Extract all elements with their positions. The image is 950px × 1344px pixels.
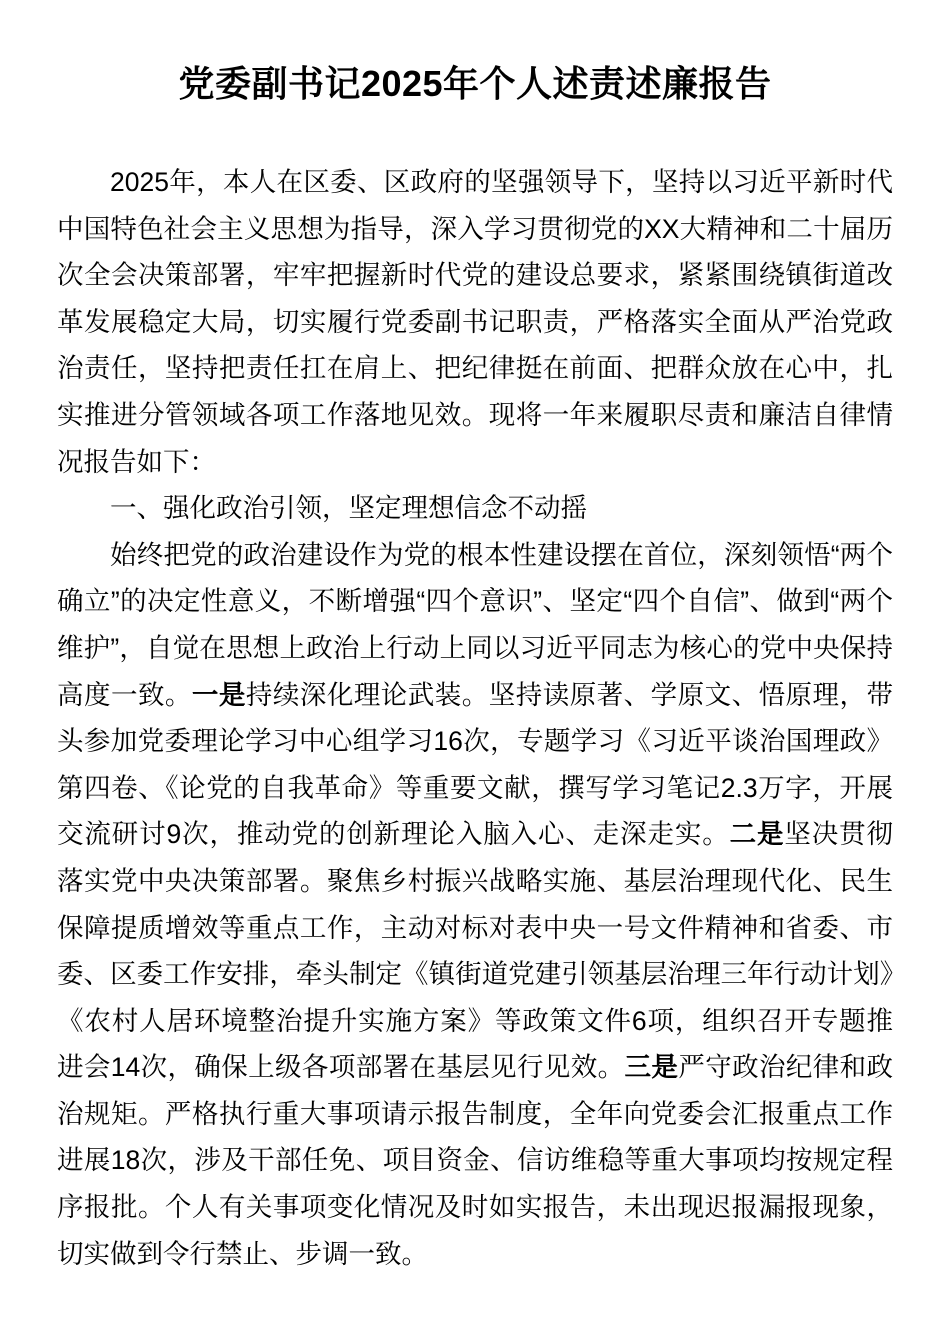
page-title: 党委副书记2025年个人述责述廉报告 [178,63,772,104]
section-heading-1 [57,485,893,532]
section-1-body [57,532,893,1278]
emphasis-run: 一是 [191,679,246,710]
document-body [57,159,893,1277]
text-run: 持续深化理论武装。坚持读原著、学原文、悟原理，带头参加党委理论学习中心组学习16次，专题学习《习近平谈治国理政》第四卷、《论党的自我革命》等重要文献，撰写学习笔记2.3万字，开展交流研讨9次，推动党的创新理论入脑入心、走深走实。 [57,679,894,850]
text-run: 2025年，本人在区委、区政府的坚强领导下，坚持以习近平新时代中国特色社会主义思想为指导，深入学习贯彻党的XX大精神和二十届历次全会决策部署，牢牢把握新时代党的建设总要求，紧紧围绕镇街道改革发展稳定大局，切实履行党委副书记职责，严格落实全面从严治党政治责任，坚持把责任扛在肩上、把纪律挺在前面、把群众放在心中，扎实推进分管领域各项工作落地见效。现将一年来履职尽责和廉洁自律情况报告如下： [57,167,893,477]
emphasis-run: 三是 [624,1052,679,1083]
intro-paragraph [57,159,893,485]
emphasis-run: 二是 [729,819,785,850]
text-run: 一、强化政治引领，坚定理想信念不动摇 [110,493,587,524]
text-run: 始终把党的政治建设作为党的根本性建设摆在首位，深刻领悟“两个确立”的决定性意义，不断增强“四个意识”、坚定“四个自信”、做到“两个维护”，自觉在思想上政治上行动上同以习近平同志为核心的党中央保持高度一致。 [57,539,893,710]
text-run: 严守政治纪律和政治规矩。严格执行重大事项请示报告制度，全年向党委会汇报重点工作进展18次，涉及干部任免、项目资金、信访维稳等重大事项均按规定程序报批。个人有关事项变化情况及时如实报告，未出现迟报漏报现象，切实做到令行禁止、步调一致。 [57,1052,894,1269]
text-run: 坚决贯彻落实党中央决策部署。聚焦乡村振兴战略实施、基层治理现代化、民生保障提质增效等重点工作，主动对标对表中央一号文件精神和省委、市委、区委工作安排，牵头制定《镇街道党建引领基层治理三年行动计划》《农村人居环境整治提升实施方案》等政策文件6项，组织召开专题推进会14次，确保上级各项部署在基层见行见效。 [57,819,893,1083]
